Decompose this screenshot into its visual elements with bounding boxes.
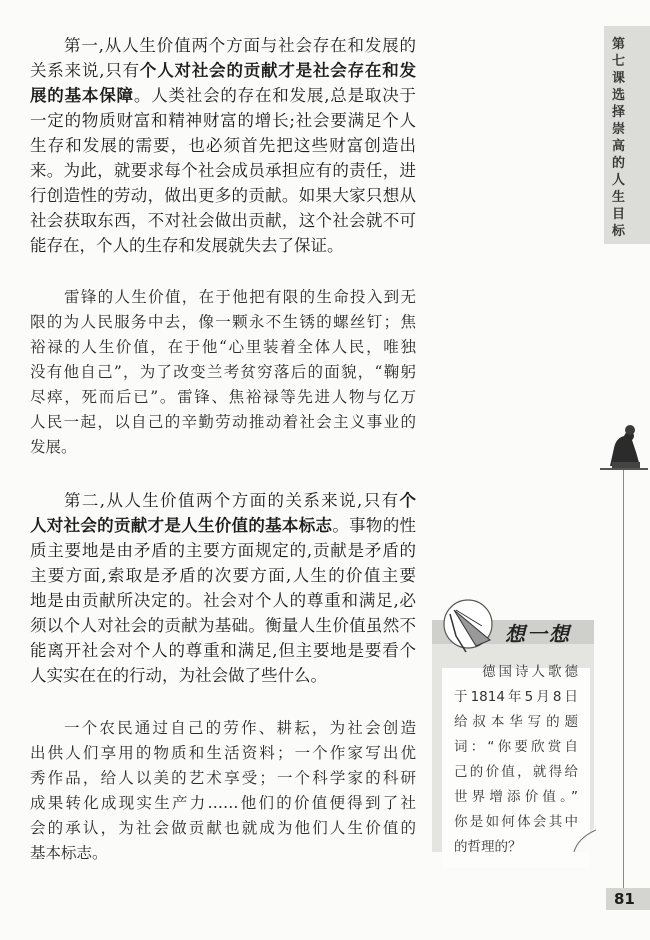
think-box-line: 词：“你要欣赏自 [454, 739, 578, 755]
text-line [30, 588, 416, 613]
body-paragraph [30, 33, 416, 258]
text-segment: 社会获取东西，不对社会做出贡献，这个社会就不可 [30, 211, 416, 230]
text-line [30, 183, 416, 208]
text-segment: 一定的物质财富和精神财富的增长;社会要满足个人 [30, 111, 416, 130]
think-box-title: 想一想 [505, 622, 571, 646]
text-segment: 成果转化成现实生产力……他们的价值便得到了社 [30, 794, 416, 812]
text-line [30, 488, 416, 513]
text-line [30, 435, 416, 460]
think-box-line: 给叔本华写的题 [454, 714, 578, 730]
think-box-line: 世界增添价值。” [454, 789, 578, 805]
example-paragraph [30, 285, 416, 460]
think-box-line: 己的价值，就得给 [454, 764, 578, 780]
text-segment: 质主要地是由矛盾的主要方面规定的,贡献是矛盾的 [30, 541, 416, 560]
text-segment: 能离开社会对个人的尊重和满足,但主要地是要看个 [30, 641, 416, 660]
text-segment: 会的承认，为社会做贡献也就成为他们人生价值的 [30, 819, 416, 837]
text-line [30, 310, 416, 335]
text-line [30, 108, 416, 133]
text-line [30, 133, 416, 158]
text-line [30, 613, 416, 638]
text-segment: 尽瘁，死而后已”。雷锋、焦裕禄等先进人物与亿万 [30, 388, 416, 406]
text-segment: 人实实在在的行动，为社会做了些什么。 [30, 666, 327, 685]
page-number: 81 [606, 888, 650, 910]
text-line [30, 563, 416, 588]
text-segment: 发展。 [30, 438, 77, 456]
think-box-line: 的哲理的？ [454, 839, 522, 855]
text-segment: 。事物的性 [332, 516, 417, 535]
text-segment: 关系来说,只有 [30, 61, 140, 80]
think-box-line: 德国诗人歌德 [482, 664, 578, 680]
text-line [30, 58, 416, 83]
text-line [30, 816, 416, 841]
think-box-line: 于1814年5月8日 [454, 689, 578, 705]
text-line [30, 741, 416, 766]
text-segment: 第一,从人生价值两个方面与社会存在和发展的 [64, 36, 416, 55]
text-line [30, 716, 416, 741]
text-segment: 能存在，个人的生存和发展就失去了保证。 [30, 236, 344, 255]
text-segment: 生存和发展的需要，也必须首先把这些财富创造出 [30, 136, 416, 155]
text-line [30, 841, 416, 866]
text-line [30, 513, 416, 538]
text-line [30, 663, 416, 688]
text-segment: 雷锋的人生价值，在于他把有限的生命投入到无 [64, 288, 416, 306]
thinking-head-icon [436, 596, 496, 656]
text-segment: 一个农民通过自己的劳作、耕耘，为社会创造 [64, 719, 416, 737]
text-segment: 基本标志。 [30, 844, 108, 862]
example-paragraph [30, 716, 416, 866]
margin-divider [623, 470, 624, 890]
emphasized-text: 个人对社会的贡献才是社会存在和发 [139, 61, 417, 80]
text-line [30, 158, 416, 183]
text-segment: 限的为人民服务中去，像一颗永不生锈的螺丝钉；焦 [30, 313, 416, 331]
emphasized-text: 个 [399, 491, 416, 510]
text-line [30, 285, 416, 310]
page-curl-icon [570, 826, 596, 852]
text-segment: 地是由贡献所决定的。社会对个人的尊重和满足,必 [30, 591, 416, 610]
text-segment: 行创造性的劳动，做出更多的贡献。如果大家只想从 [30, 186, 416, 205]
emphasized-text: 人对社会的贡献才是人生价值的基本标志 [30, 516, 333, 535]
lesson-title: 第七课 选择崇高的人生目标 [612, 37, 639, 239]
text-line [30, 360, 416, 385]
text-line [30, 410, 416, 435]
text-line [30, 766, 416, 791]
text-line [30, 233, 416, 258]
text-segment: 出供人们享用的物质和生活资料；一个作家写出优 [30, 744, 416, 762]
text-line [30, 538, 416, 563]
text-line [30, 208, 416, 233]
text-line [30, 33, 416, 58]
text-line [30, 638, 416, 663]
thinker-statue-icon [600, 418, 648, 474]
text-segment: 。人类社会的存在和发展,总是取决于 [133, 86, 416, 105]
text-segment: 没有他自己”，为了改变兰考贫穷落后的面貌，“鞠躬 [30, 363, 416, 381]
think-box-line: 你是如何体会其中 [454, 814, 578, 830]
text-segment: 秀作品，给人以美的艺术享受；一个科学家的科研 [30, 769, 416, 787]
think-box-text [454, 660, 578, 860]
text-segment: 主要方面,索取是矛盾的次要方面,人生的价值主要 [30, 566, 416, 585]
emphasized-text: 展的基本保障 [30, 86, 134, 105]
text-segment: 来。为此，就要求每个社会成员承担应有的责任，进 [30, 161, 416, 180]
text-segment: 须以个人对社会的贡献为基础。衡量人生价值虽然不 [30, 616, 416, 635]
text-line [30, 791, 416, 816]
text-segment: 人民一起，以自己的辛勤劳动推动着社会主义事业的 [30, 413, 416, 431]
text-line [30, 83, 416, 108]
text-line [30, 335, 416, 360]
text-line [30, 385, 416, 410]
text-segment: 裕禄的人生价值，在于他“心里装着全体人民，唯独 [30, 338, 416, 356]
body-paragraph [30, 488, 416, 688]
text-segment: 第二,从人生价值两个方面的关系来说,只有 [64, 491, 400, 510]
